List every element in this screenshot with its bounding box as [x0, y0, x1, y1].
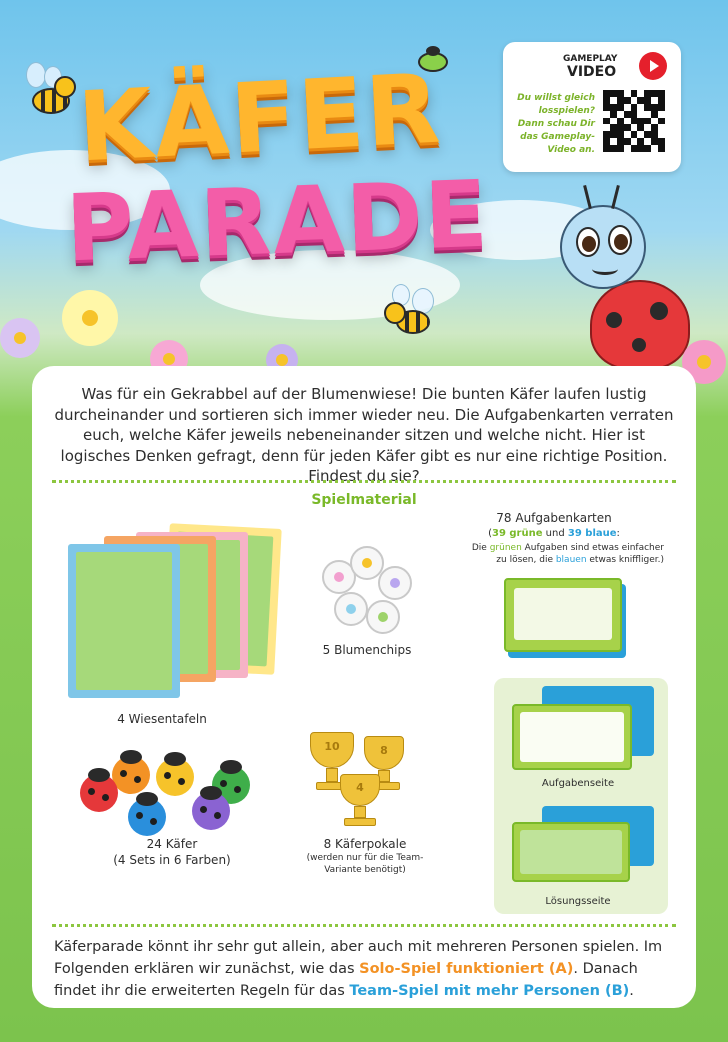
- caption-aufgabenseite: Aufgabenseite: [541, 778, 615, 789]
- trophy-icon: [334, 774, 386, 836]
- aufgabenkarten-stack-image: [504, 578, 622, 652]
- aufgabenseite-card-image: [512, 704, 632, 770]
- bee-icon: [382, 282, 442, 342]
- solo-link: Solo-Spiel funktioniert (A): [359, 961, 574, 977]
- trophy-number: 8: [380, 744, 388, 757]
- beetle-purple-icon: [192, 792, 230, 830]
- video-label: VIDEO: [567, 64, 617, 80]
- wiesentafel-image: [68, 544, 180, 698]
- caption-wiesentafeln: 4 Wiesentafeln: [117, 712, 207, 726]
- title-kaefer: KÄFER: [75, 52, 445, 184]
- flower-icon: [62, 290, 118, 346]
- blumenchip-image: [378, 566, 412, 600]
- beetle-yellow-icon: [156, 758, 194, 796]
- intro-text: Was für ein Gekrabbel auf der Blumenwiese! Die bunten Käfer laufen lustig durcheinander und sortieren sich immer wieder neu. Die Aufgabenkarten verraten euch, welche Käfer jeweils nebeneinander sitzen und welche nicht. Hier ist logisches Denken gefragt, denn für jeden Käfer gibt es nur eine richtige Position. Findest du sie?: [54, 385, 674, 485]
- blumenchip-image: [334, 592, 368, 626]
- ladybug-mascot-icon: [560, 185, 680, 375]
- beetle-red-icon: [80, 774, 118, 812]
- content-panel: [32, 366, 696, 1008]
- beetle-blue-icon: [128, 798, 166, 836]
- qr-code-icon[interactable]: [603, 90, 665, 152]
- loesungsseite-card-image: [512, 822, 630, 882]
- gameplay-label: GAMEPLAY: [563, 54, 618, 64]
- caption-loesungsseite: Lösungsseite: [545, 896, 611, 907]
- team-link: Team-Spiel mit mehr Personen (B): [349, 983, 630, 999]
- bee-icon: [20, 62, 80, 122]
- outro-text: Käferparade könnt ihr sehr gut allein, aber auch mit mehreren Personen spielen. Im Folgenden erklären wir zunächst, wie das Solo-Spiel funktioniert (A). Danach findet ihr die erweiterten Regeln für das Team-Spiel mit mehr Personen (B).: [54, 939, 663, 999]
- trophy-number: 4: [356, 781, 364, 794]
- divider-bottom: [52, 924, 676, 927]
- caption-blumenchips: 5 Blumenchips: [322, 643, 412, 657]
- qr-hint-text: Du willst gleich losspielen? Dann schau Dir das Gameplay- Video an.: [517, 93, 595, 155]
- caption-aufgabenkarten-title: 78 Aufgabenkarten: [496, 511, 612, 525]
- trophy-number: 10: [324, 740, 340, 753]
- gameplay-video-box[interactable]: [503, 42, 681, 172]
- title-parade: PARADE: [64, 160, 492, 283]
- caption-aufgabenkarten-counts: (39 grüne und 39 blaue:: [488, 528, 620, 539]
- section-title-spielmaterial: Spielmaterial: [311, 492, 417, 508]
- caption-aufgabenkarten-note: Die grünen Aufgaben sind etwas einfacher zu lösen, die blauen etwas kniffliger.): [471, 543, 664, 565]
- beetle-orange-icon: [112, 756, 150, 794]
- blumenchip-image: [366, 600, 400, 634]
- caption-pokale: 8 Käferpokale (werden nur für die Team- Variante benötigt): [306, 837, 424, 875]
- play-icon: [639, 52, 667, 80]
- hero-illustration: [0, 0, 728, 390]
- caption-kaefer: 24 Käfer (4 Sets in 6 Farben): [113, 837, 231, 867]
- divider-top: [52, 480, 676, 483]
- flower-icon: [0, 318, 40, 358]
